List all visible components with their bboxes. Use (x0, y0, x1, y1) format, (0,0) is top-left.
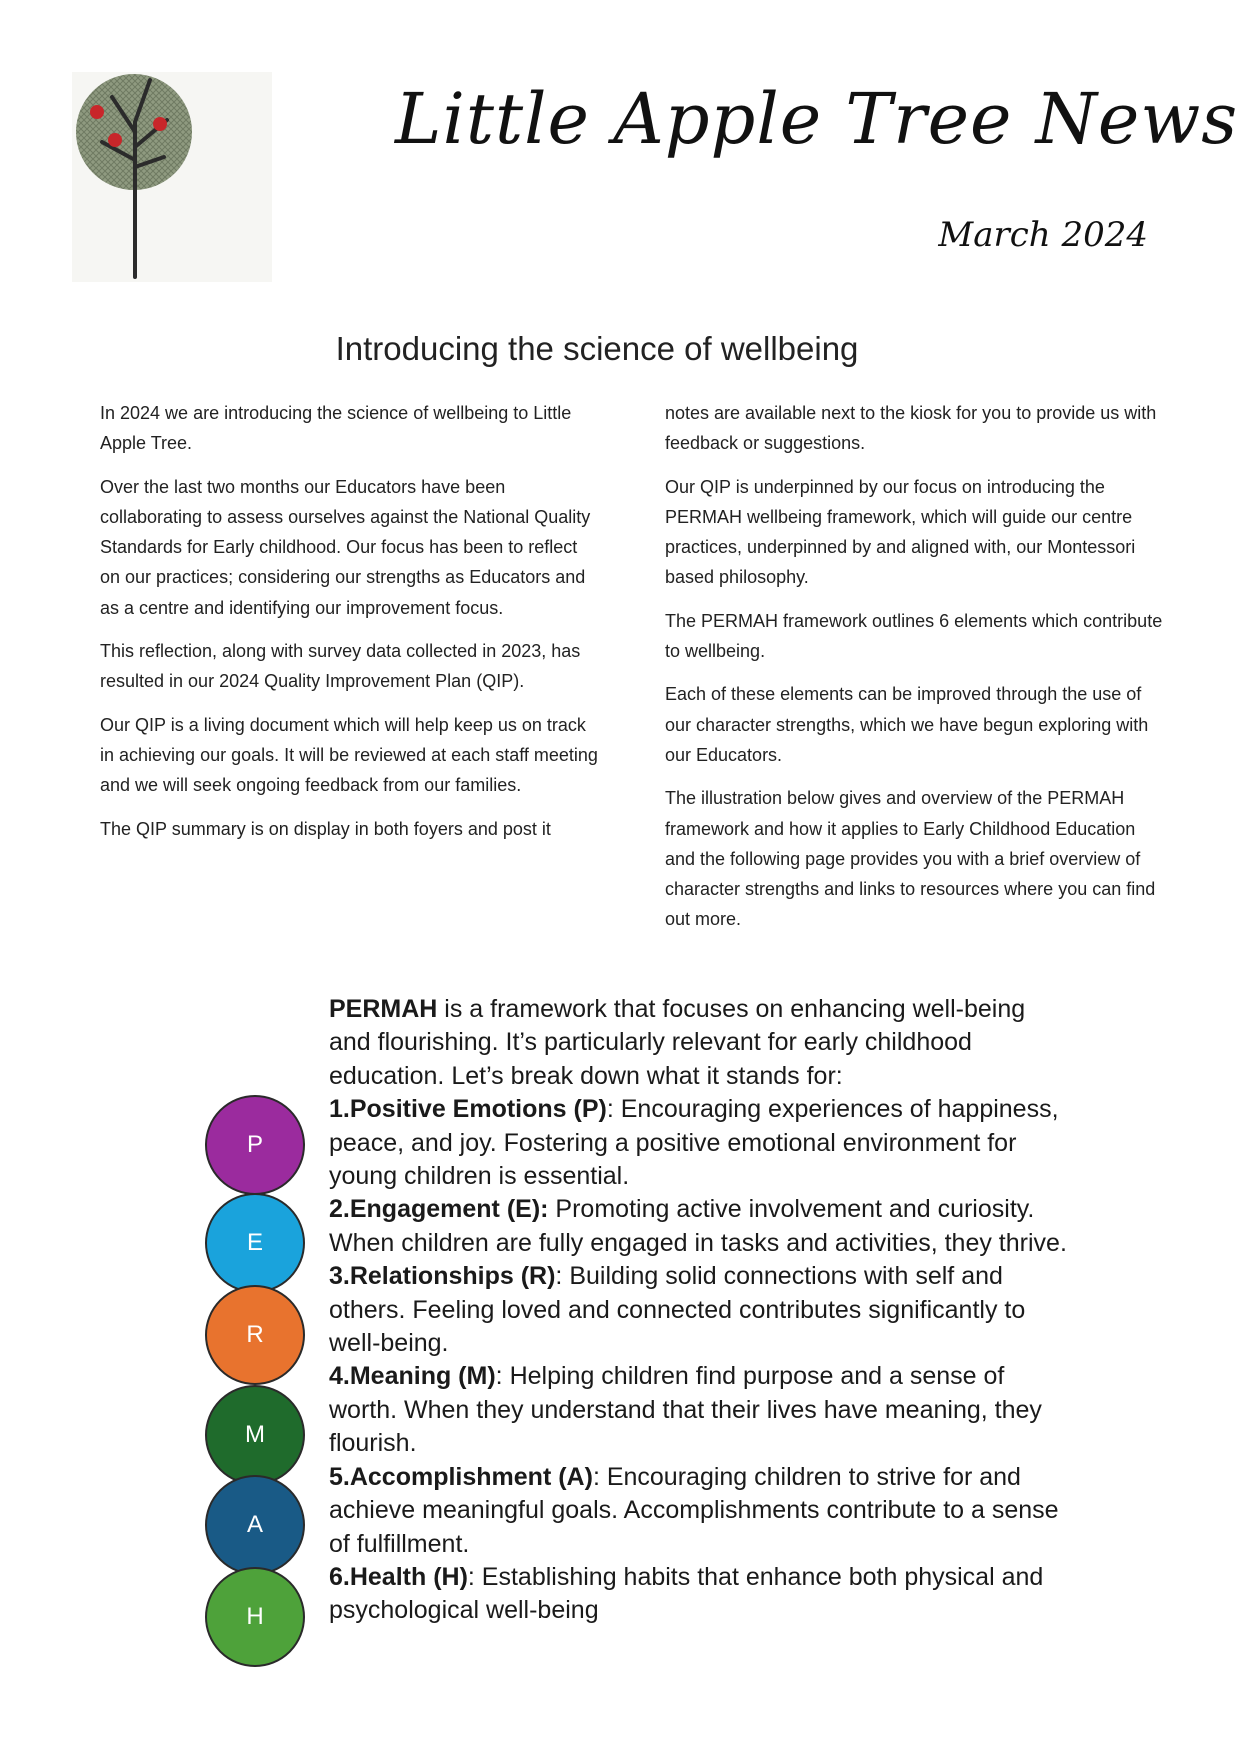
paragraph: Our QIP is underpinned by our focus on introducing the PERMAH wellbeing framework, which will guide our centre practices, underpinned by and aligned with, our Montessori based philosophy. (665, 476, 1136, 588)
permah-item (329, 1561, 1069, 1628)
permah-item-text: : Helping children find purpose and a sense of worth. When they understand that their lives have meaning, they flourish. (329, 1362, 1042, 1458)
paragraph: Each of these elements can be improved through the use of our character strengths, which we have begun exploring with our Educators. (665, 684, 1149, 765)
permah-item (329, 1260, 1069, 1360)
permah-item-text: : Establishing habits that enhance both physical and psychological well-being (329, 1562, 1044, 1625)
paragraph: notes are available next to the kiosk for you to provide us with feedback or suggestions. (665, 403, 1157, 454)
permah-item-title: 1.Positive Emotions (P) (329, 1095, 607, 1124)
paragraph: The PERMAH framework outlines 6 elements which contribute to wellbeing. (665, 610, 1163, 662)
article-left-column (100, 398, 600, 857)
paragraph: Over the last two months our Educators have been collaborating to assess ourselves against the National Quality Standards for Early childhood. Our focus has been to reflect on our practices; considering our strengths as Educators and as a centre and identifying our improvement focus. (100, 476, 591, 618)
article-title: Introducing the science of wellbeing (335, 330, 859, 367)
permah-item-title: 2.Engagement (E): (329, 1195, 549, 1224)
permah-item-title: 6.Health (H) (329, 1562, 468, 1591)
permah-item (329, 1193, 1069, 1260)
permah-item-title: 4.Meaning (M) (329, 1362, 496, 1391)
permah-item-text: : Building solid connections with self and others. Feeling loved and connected contributes significantly to well-being. (329, 1262, 1026, 1358)
permah-item (329, 1093, 1069, 1193)
permah-intro-text: is a framework that focuses on enhancing well-being and flourishing. It’s particularly relevant for early childhood education. Let’s break down what it stands for: (329, 995, 1026, 1090)
paragraph: Our QIP is a living document which will help keep us on track in achieving our goals. It will be reviewed at each staff meeting and we will seek ongoing feedback from our families. (100, 714, 598, 796)
paragraph: The illustration below gives and overview of the PERMAH framework and how it applies to Early Childhood Education and the following page provides you with a brief overview of character strengths and links to resources where you can find out more. (665, 788, 1156, 930)
permah-circle-m: M (205, 1385, 305, 1485)
permah-item-text: Promoting active involvement and curiosity. When children are fully engaged in tasks and activities, they thrive. (329, 1195, 1067, 1257)
permah-circle-e: E (205, 1193, 305, 1293)
permah-circle-r: R (205, 1285, 305, 1385)
permah-circle-h: H (205, 1567, 305, 1667)
issue-date: March 2024 (938, 215, 1148, 255)
permah-circles (205, 1095, 309, 1685)
permah-item-text: : Encouraging children to strive for and achieve meaningful goals. Accomplishments contribute to a sense of fulfillment. (329, 1462, 1059, 1558)
paragraph: In 2024 we are introducing the science of wellbeing to Little Apple Tree. (100, 403, 572, 454)
permah-description (329, 993, 1069, 1628)
permah-item-text: : Encouraging experiences of happiness, peace, and joy. Fostering a positive emotional environment for young children is essential. (329, 1095, 1059, 1191)
apple-tree-logo (72, 72, 272, 282)
paragraph: This reflection, along with survey data collected in 2023, has resulted in our 2024 Quality Improvement Plan (QIP). (100, 641, 581, 692)
paragraph: The QIP summary is on display in both foyers and post it (100, 818, 551, 839)
permah-item-title: 5.Accomplishment (A) (329, 1462, 593, 1491)
permah-item (329, 1360, 1069, 1460)
permah-item-title: 3.Relationships (R) (329, 1262, 556, 1291)
newsletter-masthead: Little Apple Tree News (395, 78, 1239, 160)
permah-circle-p: P (205, 1095, 305, 1195)
article-right-column (665, 398, 1165, 948)
permah-intro (329, 993, 1069, 1093)
permah-circle-a: A (205, 1475, 305, 1575)
permah-item (329, 1461, 1069, 1561)
permah-intro-term: PERMAH (329, 995, 438, 1023)
